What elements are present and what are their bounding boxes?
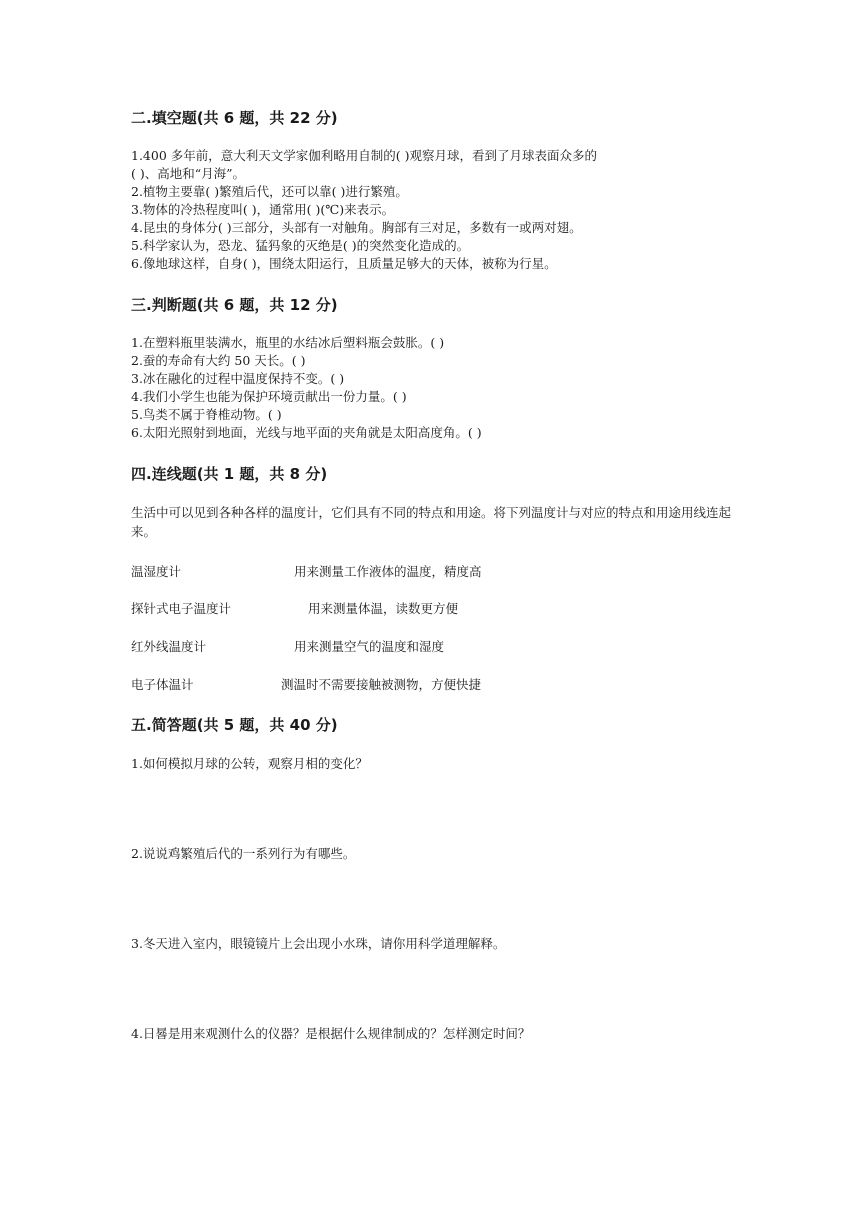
section-4-title: 四.连线题(共 1 题，共 8 分) — [131, 465, 328, 483]
feature-3: 用来测量空气的温度和湿度 — [294, 639, 445, 654]
feature-1: 用来测量工作液体的温度，精度高 — [294, 564, 482, 579]
matching-intro: 生活中可以见到各种各样的温度计，它们具有不同的特点和用途。将下列温度计与对应的特点和用途用线连起来。 — [131, 505, 732, 539]
judge-item-5: 5.鸟类不属于脊椎动物。( ) — [131, 407, 282, 422]
fill-blank-item-4: 4.昆虫的身体分( )三部分，头部有一对触角。胸部有三对足，多数有一或两对翅。 — [131, 220, 582, 235]
short-answer-2: 2.说说鸡繁殖后代的一系列行为有哪些。 — [131, 846, 356, 861]
fill-blank-item-2: 2.植物主要靠( )繁殖后代，还可以靠( )进行繁殖。 — [131, 184, 408, 199]
feature-2: 用来测量体温，读数更方便 — [308, 601, 459, 616]
feature-4: 测温时不需要接触被测物，方便快捷 — [281, 677, 482, 692]
judge-item-1: 1.在塑料瓶里装满水，瓶里的水结冰后塑料瓶会鼓胀。( ) — [131, 335, 445, 350]
judge-item-2: 2.蚕的寿命有大约 50 天长。( ) — [131, 353, 306, 368]
judge-item-3: 3.冰在融化的过程中温度保持不变。( ) — [131, 371, 345, 386]
thermometer-2: 探针式电子温度计 — [131, 601, 232, 616]
section-5-title: 五.简答题(共 5 题，共 40 分) — [131, 716, 338, 734]
thermometer-3: 红外线温度计 — [131, 639, 207, 654]
judge-item-4: 4.我们小学生也能为保护环境贡献出一份力量。( ) — [131, 389, 407, 404]
fill-blank-item-6: 6.像地球这样，自身( )，围绕太阳运行，且质量足够大的天体，被称为行星。 — [131, 256, 557, 271]
thermometer-4: 电子体温计 — [131, 677, 194, 692]
fill-blank-item-3: 3.物体的冷热程度叫( )，通常用( )(℃)来表示。 — [131, 202, 395, 217]
short-answer-4: 4.日晷是用来观测什么的仪器？是根据什么规律制成的？怎样测定时间？ — [131, 1026, 531, 1041]
fill-blank-item-5: 5.科学家认为，恐龙、猛犸象的灭绝是( )的突然变化造成的。 — [131, 238, 470, 253]
section-3-title: 三.判断题(共 6 题，共 12 分) — [131, 296, 338, 314]
fill-blank-item-1: 1.400 多年前，意大利天文学家伽利略用自制的( )观察月球，看到了月球表面众多的 — [131, 148, 597, 163]
section-2-title: 二.填空题(共 6 题，共 22 分) — [131, 109, 338, 127]
short-answer-3: 3.冬天进入室内，眼镜镜片上会出现小水珠，请你用科学道理解释。 — [131, 936, 506, 951]
fill-blank-item-1-cont: ( )、高地和“月海”。 — [131, 166, 246, 181]
short-answer-1: 1.如何模拟月球的公转，观察月相的变化？ — [131, 756, 368, 771]
thermometer-1: 温湿度计 — [131, 564, 182, 579]
judge-item-6: 6.太阳光照射到地面，光线与地平面的夹角就是太阳高度角。( ) — [131, 425, 482, 440]
